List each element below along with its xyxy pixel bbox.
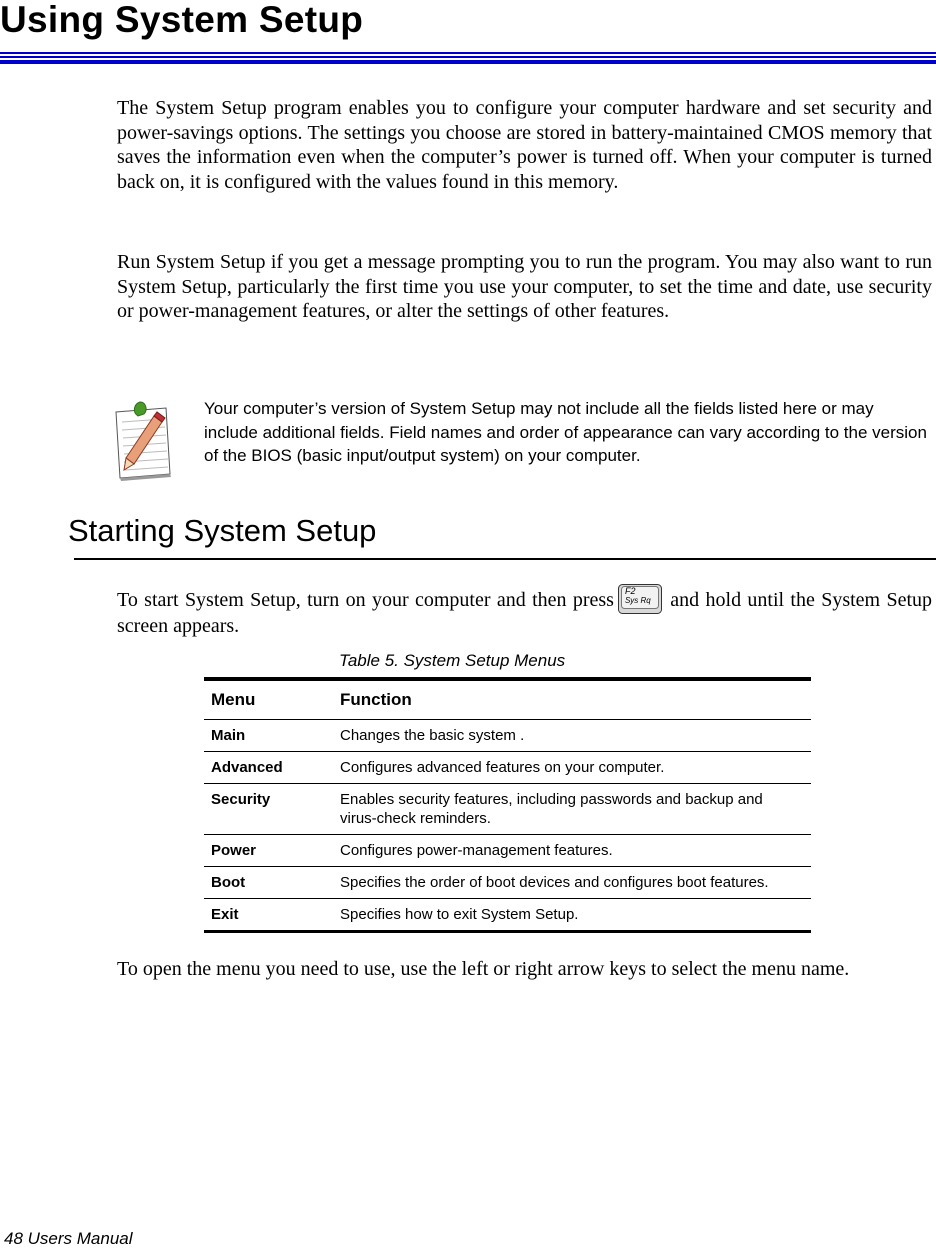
start-text-after: and hold until the System Setup screen appears. bbox=[117, 589, 932, 637]
page-title: Using System Setup bbox=[0, 0, 364, 40]
function-cell: Changes the basic system . bbox=[333, 720, 811, 752]
system-setup-menus-table bbox=[204, 677, 811, 933]
note-text: Your computer’s version of System Setup may not include all the fields listed here or may include additional fields. Field names and order of appearance can vary according to the version of the BIOS (basic input/output system) on your computer. bbox=[204, 399, 927, 465]
table-row bbox=[204, 752, 811, 784]
column-header-function: Function bbox=[333, 679, 811, 720]
title-rule bbox=[0, 56, 936, 58]
menu-cell: Power bbox=[204, 835, 333, 867]
table-row bbox=[204, 899, 811, 932]
closing-paragraph: To open the menu you need to use, use the left or right arrow keys to select the menu name. bbox=[117, 958, 850, 980]
start-text-before: To start System Setup, turn on your computer and then press bbox=[117, 589, 614, 611]
title-rule bbox=[0, 60, 936, 64]
menu-cell: Advanced bbox=[204, 752, 333, 784]
function-cell: Specifies the order of boot devices and configures boot features. bbox=[333, 867, 811, 899]
table-row bbox=[204, 835, 811, 867]
start-instructions bbox=[117, 584, 932, 639]
note-pencil-icon bbox=[110, 398, 172, 482]
column-header-menu: Menu bbox=[204, 679, 333, 720]
f2-key-icon bbox=[618, 584, 662, 614]
table-row bbox=[204, 784, 811, 835]
intro-paragraph: Run System Setup if you get a message prompting you to run the program. You may also want to run System Setup, particularly the first time you use your computer, to set the time and date, use security or power-management features, or alter the settings of other features. bbox=[117, 251, 932, 322]
table-row bbox=[204, 720, 811, 752]
table-caption: Table 5. System Setup Menus bbox=[339, 651, 566, 670]
function-cell: Enables security features, including passwords and backup and virus-check reminders. bbox=[333, 784, 811, 835]
table-header-row bbox=[204, 679, 811, 720]
menu-cell: Main bbox=[204, 720, 333, 752]
menu-cell: Security bbox=[204, 784, 333, 835]
menu-cell: Exit bbox=[204, 899, 333, 932]
section-rule bbox=[74, 558, 936, 560]
table-row bbox=[204, 867, 811, 899]
intro-paragraph: The System Setup program enables you to configure your computer hardware and set security and power-savings options. The settings you choose are stored in battery-maintained CMOS memory that saves the information even when the computer’s power is turned off. When your computer is turned back on, it is configured with the values found in this memory. bbox=[117, 97, 932, 193]
function-cell: Configures power-management features. bbox=[333, 835, 811, 867]
key-bottom-label: Sys Rq bbox=[624, 596, 651, 605]
page-footer: 48 Users Manual bbox=[4, 1229, 133, 1248]
section-heading: Starting System Setup bbox=[68, 513, 377, 548]
menu-cell: Boot bbox=[204, 867, 333, 899]
key-top-label: F2 bbox=[624, 586, 636, 596]
function-cell: Specifies how to exit System Setup. bbox=[333, 899, 811, 932]
title-rule bbox=[0, 52, 936, 54]
function-cell: Configures advanced features on your computer. bbox=[333, 752, 811, 784]
